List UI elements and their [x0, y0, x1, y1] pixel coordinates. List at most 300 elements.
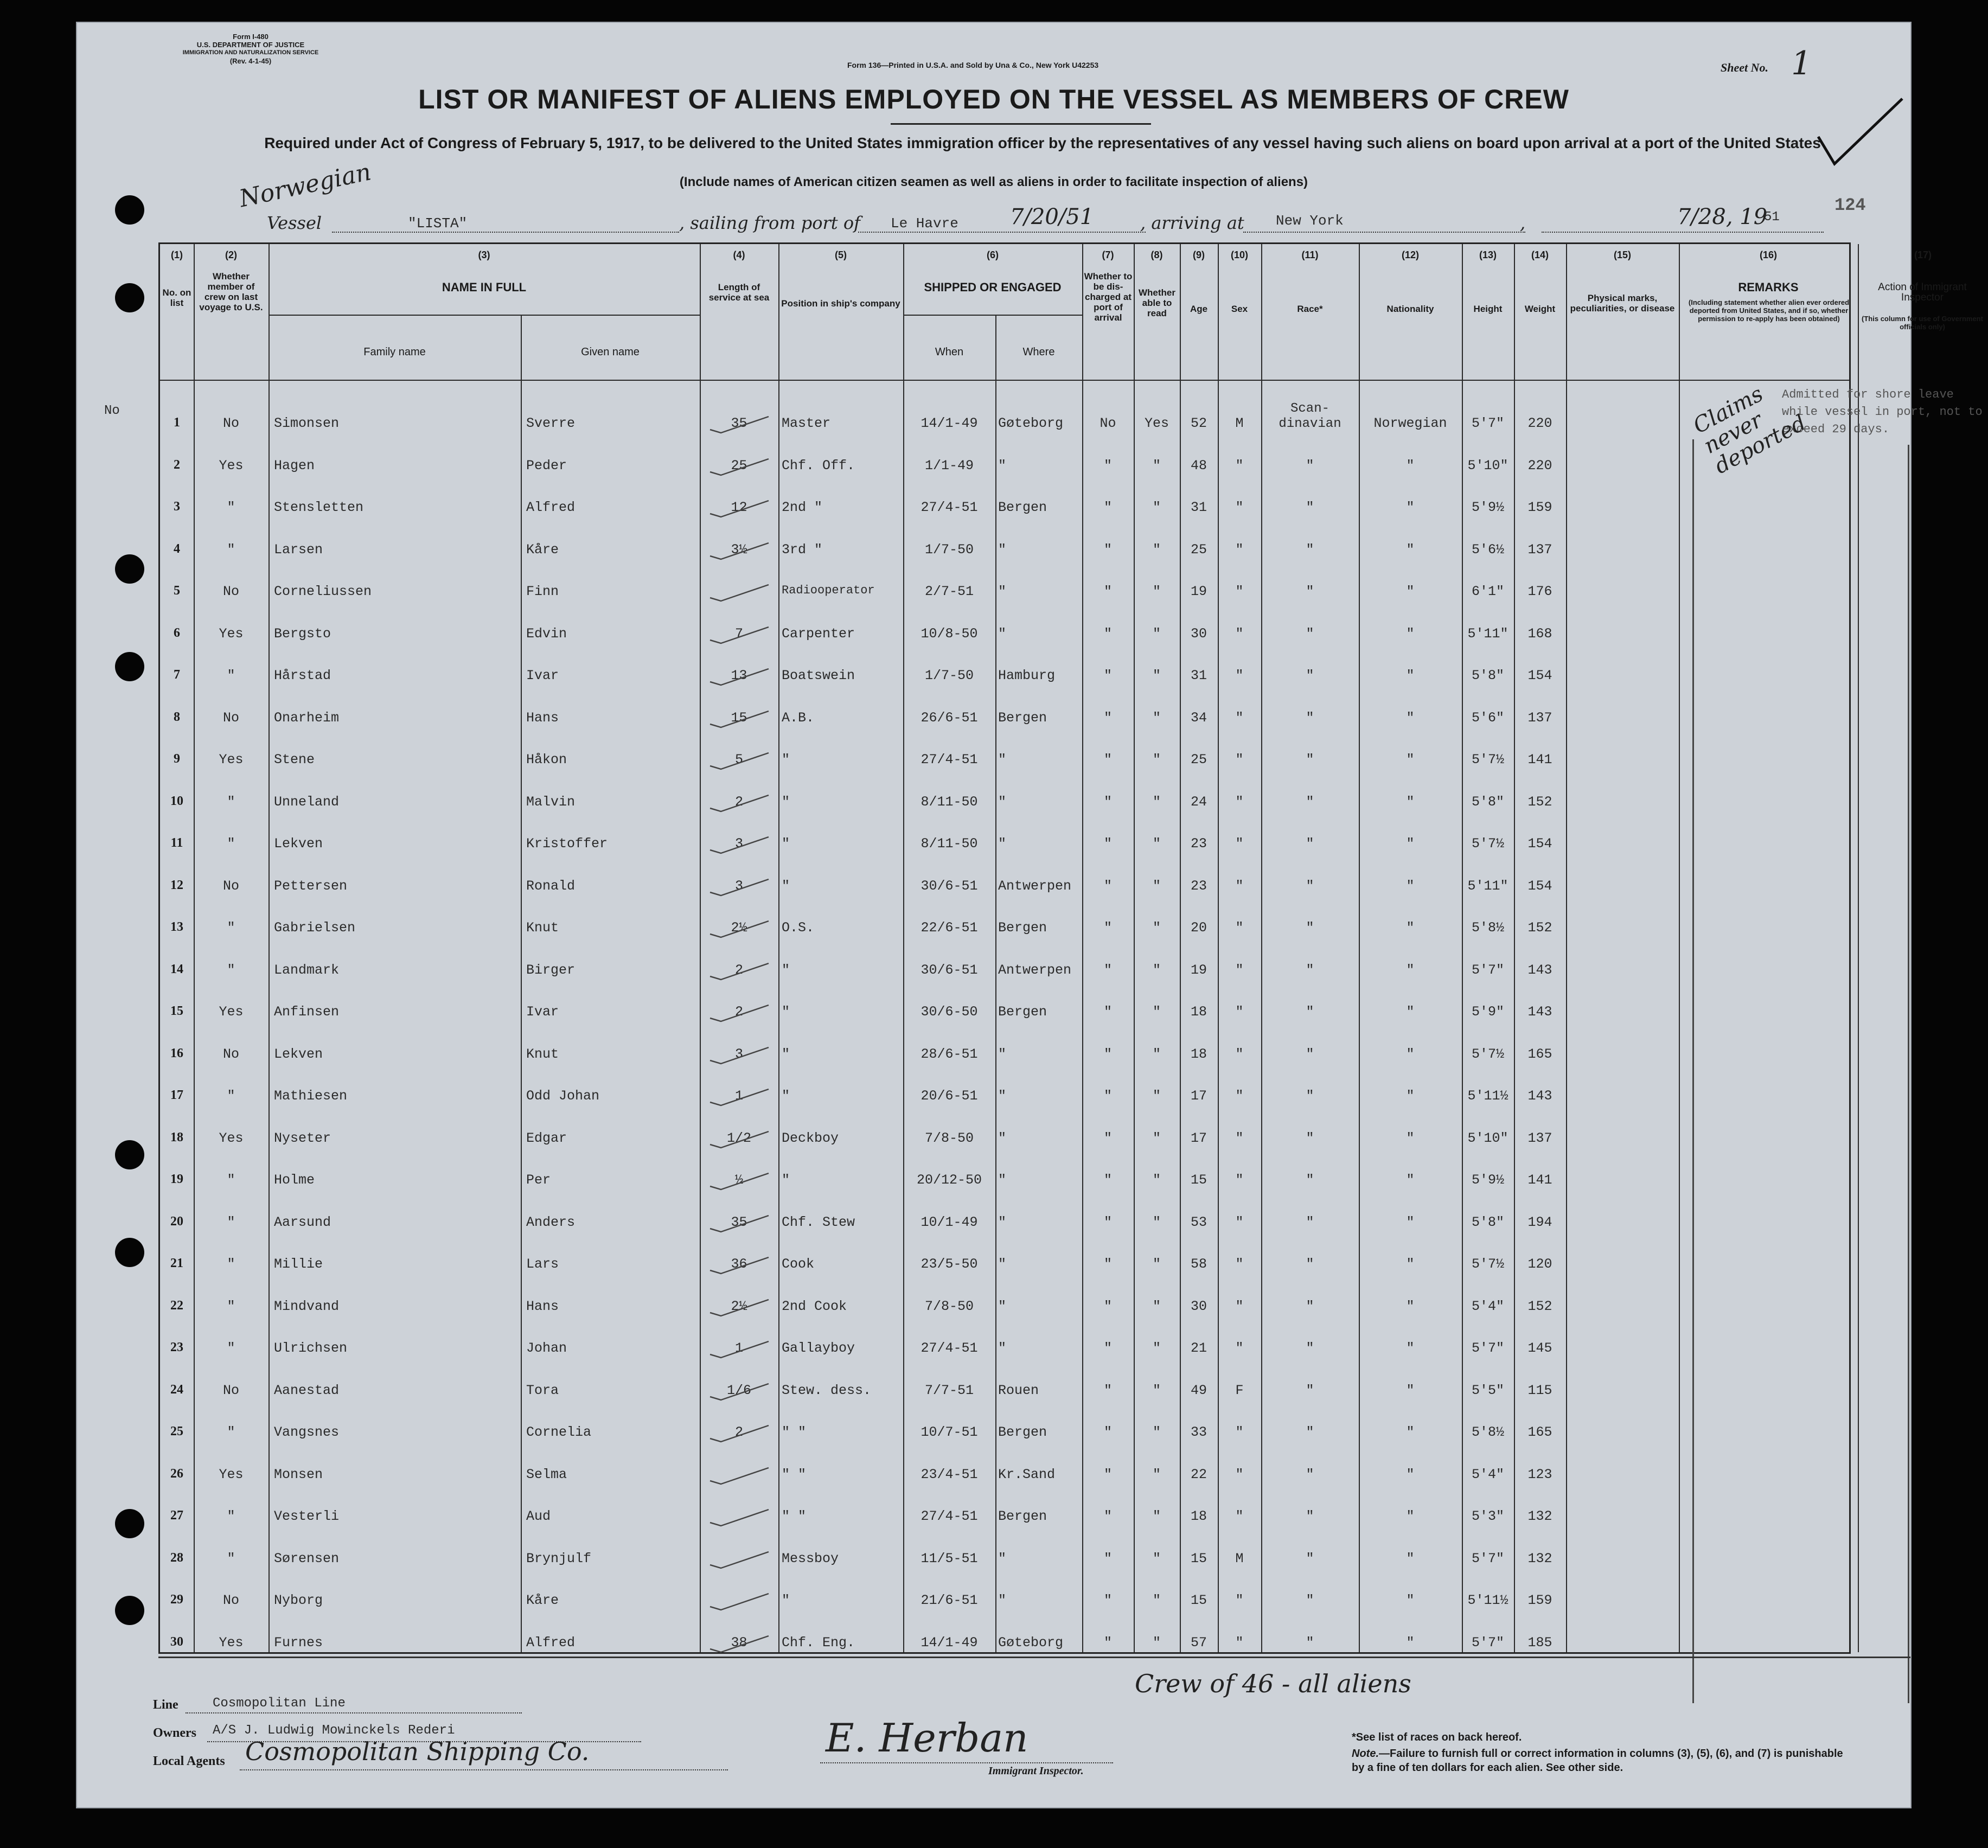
- cell-disch: ": [1103, 668, 1112, 683]
- cell-height: 5'8": [1471, 794, 1504, 810]
- cell-prev: ": [227, 668, 235, 683]
- cell-age: 19: [1190, 584, 1207, 599]
- cell-sex: ": [1235, 794, 1244, 810]
- cell-sex: ": [1235, 1046, 1244, 1062]
- cell-nat: ": [1406, 1593, 1415, 1608]
- cell-position: ": [782, 1172, 790, 1188]
- cell-race: ": [1306, 1508, 1314, 1524]
- cell-given: Kåre: [526, 541, 559, 558]
- cell-nat: ": [1406, 836, 1415, 852]
- cell-nat: ": [1406, 1214, 1415, 1230]
- cell-when: 7/7-51: [924, 1382, 974, 1398]
- vessel-name: "LISTA": [408, 215, 468, 232]
- cell-when: 23/5-50: [921, 1256, 978, 1272]
- cell-read: ": [1152, 794, 1161, 810]
- tick-mark-icon: [708, 834, 773, 855]
- agents-label: Local Agents: [153, 1754, 225, 1768]
- cell-where: Gøteborg: [998, 1634, 1064, 1651]
- cell-height: 5'7": [1471, 962, 1504, 978]
- cell-prev: Yes: [219, 752, 244, 768]
- cell-age: 25: [1190, 541, 1207, 558]
- cell-disch: ": [1103, 920, 1112, 936]
- cell-weight: 165: [1527, 1046, 1552, 1062]
- cell-position: " ": [782, 1466, 807, 1482]
- cell-n: 13: [170, 920, 183, 934]
- cell-read: ": [1152, 1634, 1161, 1651]
- form-number: Form I-480: [233, 33, 269, 41]
- cell-service: 2: [734, 962, 743, 978]
- cell-disch: ": [1103, 1508, 1112, 1524]
- cell-weight: 152: [1527, 1298, 1552, 1314]
- cell-race: ": [1306, 1214, 1314, 1230]
- cell-given: Edgar: [526, 1130, 567, 1146]
- cell-read: ": [1152, 1172, 1161, 1188]
- tick-mark-icon: [708, 1212, 773, 1234]
- cell-when: 27/4-51: [921, 500, 978, 515]
- cell-n: 14: [170, 962, 183, 976]
- cell-race: ": [1306, 878, 1314, 894]
- cell-position: ": [782, 752, 790, 768]
- form-identifier: [175, 33, 327, 65]
- cell-position: ": [782, 1046, 790, 1062]
- cell-age: 58: [1190, 1256, 1207, 1272]
- cell-family: Aarsund: [274, 1214, 331, 1230]
- cell-race: ": [1306, 962, 1314, 978]
- cell-family: Vangsnes: [274, 1424, 340, 1440]
- cell-disch: ": [1103, 1466, 1112, 1482]
- inspector-label: Immigrant Inspector.: [988, 1765, 1084, 1777]
- cell-height: 5'8½: [1471, 1424, 1504, 1440]
- cell-position: ": [782, 1593, 790, 1608]
- cell-position: Deckboy: [782, 1130, 839, 1146]
- cell-race: ": [1306, 1046, 1314, 1062]
- cell-prev: Yes: [219, 457, 244, 474]
- cell-given: Kristoffer: [526, 836, 608, 852]
- cell-sex: ": [1235, 457, 1244, 474]
- cell-family: Mindvand: [274, 1298, 340, 1314]
- cell-prev: Yes: [219, 1004, 244, 1020]
- cell-nat: ": [1406, 709, 1415, 726]
- cell-weight: 137: [1527, 1130, 1552, 1146]
- cell-weight: 154: [1527, 836, 1552, 852]
- cell-n: 30: [170, 1634, 183, 1649]
- col-9-number: (9): [1193, 250, 1205, 260]
- cell-age: 15: [1190, 1550, 1207, 1566]
- cell-given: Per: [526, 1172, 551, 1188]
- cell-weight: 123: [1527, 1466, 1552, 1482]
- cell-race: ": [1306, 668, 1314, 683]
- cell-where: ": [998, 794, 1007, 810]
- cell-family: Landmark: [274, 962, 340, 978]
- cell-weight: 132: [1527, 1508, 1552, 1524]
- cell-given: Hans: [526, 1298, 559, 1314]
- cell-weight: 176: [1527, 584, 1552, 599]
- tick-mark-icon: [708, 876, 773, 898]
- col-8-label: Whether able to read: [1139, 287, 1175, 318]
- cell-service: 3: [734, 878, 743, 894]
- crew-count-note: Crew of 46 - all aliens: [1135, 1669, 1411, 1698]
- tick-mark-icon: [708, 1044, 773, 1066]
- cell-nat: ": [1406, 1130, 1415, 1146]
- cell-race: ": [1306, 457, 1314, 474]
- cell-disch: No: [1100, 415, 1116, 431]
- punch-hole-icon: [115, 554, 144, 584]
- cell-read: ": [1152, 457, 1161, 474]
- cell-read: ": [1152, 1424, 1161, 1440]
- cell-sex: ": [1235, 1340, 1244, 1356]
- cell-when: 30/6-51: [921, 878, 978, 894]
- cell-where: Hamburg: [998, 668, 1056, 683]
- cell-weight: 152: [1527, 794, 1552, 810]
- cell-service: 3: [734, 836, 743, 852]
- cell-n: 26: [170, 1466, 183, 1481]
- cell-sex: ": [1235, 1088, 1244, 1104]
- col-2-number: (2): [225, 250, 237, 260]
- cell-read: ": [1152, 1004, 1161, 1020]
- cell-when: 28/6-51: [921, 1046, 978, 1062]
- cell-given: Johan: [526, 1340, 567, 1356]
- cell-age: 30: [1190, 625, 1207, 642]
- cell-prev: ": [227, 962, 235, 978]
- col-15-label: Physical marks, peculiarities, or disease: [1570, 293, 1675, 314]
- cell-when: 10/7-51: [921, 1424, 978, 1440]
- cell-sex: ": [1235, 1466, 1244, 1482]
- cell-race: Scan-dinavian: [1279, 401, 1341, 431]
- cell-nat: ": [1406, 1298, 1415, 1314]
- cell-height: 5'11½: [1467, 1593, 1508, 1608]
- cell-n: 15: [170, 1004, 183, 1018]
- cell-sex: ": [1235, 1214, 1244, 1230]
- cell-where: Antwerpen: [998, 962, 1072, 978]
- cell-family: Stene: [274, 752, 315, 768]
- cell-prev: ": [227, 836, 235, 852]
- vessel-label: Vessel: [267, 213, 322, 233]
- cell-given: Hans: [526, 709, 559, 726]
- tick-mark-icon: [708, 1254, 773, 1276]
- cell-position: Chf. Off.: [782, 457, 855, 474]
- cell-prev: ": [227, 1340, 235, 1356]
- cell-age: 24: [1190, 794, 1207, 810]
- cell-family: Sørensen: [274, 1550, 340, 1566]
- cell-n: 23: [170, 1340, 183, 1354]
- cell-race: ": [1306, 1550, 1314, 1566]
- cell-disch: ": [1103, 1634, 1112, 1651]
- cell-service: 1: [734, 1340, 743, 1356]
- agents-value: Cosmopolitan Shipping Co.: [245, 1737, 590, 1766]
- from-port: Le Havre: [891, 215, 958, 232]
- cell-n: 9: [174, 752, 180, 766]
- margin-note: No: [104, 404, 120, 418]
- cell-prev: ": [227, 920, 235, 936]
- cell-family: Monsen: [274, 1466, 323, 1482]
- cell-family: Mathiesen: [274, 1088, 348, 1104]
- cell-weight: 154: [1527, 668, 1552, 683]
- cell-prev: ": [227, 541, 235, 558]
- cell-given: Knut: [526, 1046, 559, 1062]
- cell-nat: ": [1406, 794, 1415, 810]
- cell-n: 5: [174, 584, 180, 598]
- department: U.S. DEPARTMENT OF JUSTICE: [196, 41, 305, 49]
- owners-value: A/S J. Ludwig Mowinckels Rederi: [213, 1723, 455, 1738]
- cell-race: ": [1306, 500, 1314, 515]
- cell-read: ": [1152, 920, 1161, 936]
- cell-given: Lars: [526, 1256, 559, 1272]
- cell-weight: 132: [1527, 1550, 1552, 1566]
- cell-family: Unneland: [274, 794, 340, 810]
- cell-family: Aanestad: [274, 1382, 340, 1398]
- remarks-typed: Admitted for shore leave while vessel in port, not to exceed 29 days.: [1782, 388, 1983, 436]
- cell-position: Cook: [782, 1256, 815, 1272]
- cell-prev: Yes: [219, 1130, 244, 1146]
- cell-height: 5'5": [1471, 1382, 1504, 1398]
- cell-age: 31: [1190, 500, 1207, 515]
- cell-height: 5'7½: [1471, 1046, 1504, 1062]
- cell-age: 25: [1190, 752, 1207, 768]
- cell-disch: ": [1103, 1172, 1112, 1188]
- cell-given: Tora: [526, 1382, 559, 1398]
- cell-when: 10/1-49: [921, 1214, 978, 1230]
- cell-disch: ": [1103, 625, 1112, 642]
- cell-family: Larsen: [274, 541, 323, 558]
- cell-given: Finn: [526, 584, 559, 599]
- cell-race: ": [1306, 1004, 1314, 1020]
- tick-mark-icon: [708, 1296, 773, 1318]
- col-13-number: (13): [1479, 250, 1497, 260]
- cell-weight: 165: [1527, 1424, 1552, 1440]
- cell-weight: 137: [1527, 709, 1552, 726]
- cell-family: Simonsen: [274, 415, 340, 431]
- cell-service: 2½: [731, 920, 747, 936]
- cell-family: Lekven: [274, 836, 323, 852]
- cell-prev: Yes: [219, 625, 244, 642]
- cell-read: ": [1152, 1508, 1161, 1524]
- cell-race: ": [1306, 1382, 1314, 1398]
- cell-service: 1: [734, 1088, 743, 1104]
- cell-n: 18: [170, 1130, 183, 1144]
- cell-weight: 115: [1527, 1382, 1552, 1398]
- cell-disch: ": [1103, 1214, 1112, 1230]
- cell-nat: ": [1406, 541, 1415, 558]
- cell-nat: ": [1406, 1172, 1415, 1188]
- cell-nat: ": [1406, 1466, 1415, 1482]
- cell-n: 17: [170, 1088, 183, 1102]
- cell-sex: ": [1235, 1593, 1244, 1608]
- cell-n: 1: [174, 415, 180, 430]
- cell-where: Bergen: [998, 1424, 1047, 1440]
- cell-position: Carpenter: [782, 625, 855, 642]
- cell-disch: ": [1103, 1340, 1112, 1356]
- col-14-label: Weight: [1524, 304, 1556, 314]
- cell-read: ": [1152, 752, 1161, 768]
- arrive-date: 7/28, 19: [1677, 204, 1768, 229]
- cell-race: ": [1306, 836, 1314, 852]
- col-1-number: (1): [171, 250, 183, 260]
- punch-hole-icon: [115, 1238, 144, 1267]
- cell-prev: No: [222, 1593, 239, 1608]
- cell-disch: ": [1103, 836, 1112, 852]
- cell-read: ": [1152, 1593, 1161, 1608]
- cell-n: 8: [174, 709, 180, 724]
- cell-race: ": [1306, 920, 1314, 936]
- cell-where: Kr.Sand: [998, 1466, 1056, 1482]
- cell-age: 34: [1190, 709, 1207, 726]
- cell-where: ": [998, 1256, 1007, 1272]
- col-17-label: Action of Immigrant Inspector: [1878, 282, 1967, 303]
- printer-note: Form 136—Printed in U.S.A. and Sold by Una & Co., New York U42253: [847, 61, 1099, 69]
- cell-weight: 143: [1527, 1004, 1552, 1020]
- cell-where: Bergen: [998, 920, 1047, 936]
- cell-family: Nyseter: [274, 1130, 331, 1146]
- cell-age: 52: [1190, 415, 1207, 431]
- tick-mark-icon: [708, 1338, 773, 1360]
- cell-n: 4: [174, 541, 180, 556]
- sheet-label: Sheet No.: [1721, 61, 1768, 74]
- cell-service: 15: [731, 709, 747, 726]
- sheet-number: 1: [1791, 44, 1812, 82]
- cell-family: Stensletten: [274, 500, 364, 515]
- cell-when: 23/4-51: [921, 1466, 978, 1482]
- cell-read: ": [1152, 541, 1161, 558]
- cell-height: 5'8": [1471, 668, 1504, 683]
- cell-nat: ": [1406, 1046, 1415, 1062]
- cell-age: 30: [1190, 1298, 1207, 1314]
- cell-sex: ": [1235, 1298, 1244, 1314]
- cell-race: ": [1306, 1172, 1314, 1188]
- cell-position: Master: [782, 415, 831, 431]
- cell-nat: ": [1406, 1550, 1415, 1566]
- cell-nat: ": [1406, 1340, 1415, 1356]
- cell-race: ": [1306, 1424, 1314, 1440]
- cell-where: ": [998, 752, 1007, 768]
- cell-read: ": [1152, 709, 1161, 726]
- cell-position: Radiooperator: [782, 584, 875, 597]
- tick-mark-icon: [708, 960, 773, 982]
- cell-weight: 220: [1527, 415, 1552, 431]
- cell-where: ": [998, 836, 1007, 852]
- cell-position: ": [782, 1004, 790, 1020]
- col-15-number: (15): [1613, 250, 1631, 260]
- col-14-number: (14): [1531, 250, 1549, 260]
- cell-read: ": [1152, 1340, 1161, 1356]
- act-statement: Required under Act of Congress of February 5, 1917, to be delivered to the United States immigration officer by the representatives of any vessel having such aliens on board upon arrival at a port of the United States: [264, 135, 1821, 151]
- cell-prev: ": [227, 1298, 235, 1314]
- cell-service: 2: [734, 1424, 743, 1440]
- cell-age: 23: [1190, 878, 1207, 894]
- cell-weight: 159: [1527, 1593, 1552, 1608]
- cell-family: Ulrichsen: [274, 1340, 348, 1356]
- cell-height: 5'3": [1471, 1508, 1504, 1524]
- cell-where: Antwerpen: [998, 878, 1072, 894]
- cell-weight: 143: [1527, 1088, 1552, 1104]
- cell-disch: ": [1103, 1593, 1112, 1608]
- cell-disch: ": [1103, 457, 1112, 474]
- cell-where: Bergen: [998, 500, 1047, 515]
- cell-read: ": [1152, 962, 1161, 978]
- cell-nat: ": [1406, 500, 1415, 515]
- cell-when: 1/1-49: [924, 457, 974, 474]
- cell-prev: ": [227, 1256, 235, 1272]
- cell-given: Anders: [526, 1214, 576, 1230]
- cell-height: 5'9": [1471, 1004, 1504, 1020]
- cell-sex: ": [1235, 1004, 1244, 1020]
- cell-sex: ": [1235, 668, 1244, 683]
- cell-weight: 143: [1527, 962, 1552, 978]
- cell-service: 2: [734, 1004, 743, 1020]
- punch-hole-icon: [115, 1596, 144, 1625]
- cell-prev: Yes: [219, 1634, 244, 1651]
- cell-where: Bergen: [998, 1508, 1047, 1524]
- comma: ,: [1520, 213, 1526, 233]
- tick-mark-icon: [708, 581, 773, 603]
- cell-when: 7/8-50: [924, 1298, 974, 1314]
- cell-when: 22/6-51: [921, 920, 978, 936]
- col-1-label: No. on list: [162, 287, 191, 308]
- cell-age: 18: [1190, 1046, 1207, 1062]
- cell-height: 5'7": [1471, 1340, 1504, 1356]
- cell-family: Onarheim: [274, 709, 340, 726]
- cell-service: 12: [731, 500, 747, 515]
- cell-disch: ": [1103, 500, 1112, 515]
- cell-disch: ": [1103, 584, 1112, 599]
- cell-service: 3½: [731, 541, 747, 558]
- col-7-number: (7): [1102, 250, 1114, 260]
- cell-disch: ": [1103, 1298, 1112, 1314]
- cell-read: ": [1152, 668, 1161, 683]
- cell-family: Furnes: [274, 1634, 323, 1651]
- cell-n: 27: [170, 1508, 183, 1523]
- cell-sex: ": [1235, 709, 1244, 726]
- cell-height: 5'7": [1471, 1634, 1504, 1651]
- cell-position: Stew. dess.: [782, 1382, 872, 1398]
- cell-nat: Norwegian: [1373, 415, 1447, 431]
- stamp-number: 124: [1834, 195, 1866, 215]
- line-value: Cosmopolitan Line: [213, 1696, 346, 1711]
- cell-sex: ": [1235, 1634, 1244, 1651]
- fine-note: [1352, 1747, 1856, 1775]
- cell-where: ": [998, 1550, 1007, 1566]
- cell-family: Bergsto: [274, 625, 331, 642]
- tick-mark-icon: [708, 540, 773, 561]
- cell-sex: ": [1235, 1256, 1244, 1272]
- cell-n: 21: [170, 1256, 183, 1270]
- cell-when: 14/1-49: [921, 1634, 978, 1651]
- cell-when: 1/7-50: [924, 541, 974, 558]
- col-7-label: Whether to be dis-charged at port of arrival: [1084, 271, 1133, 323]
- cell-service: 13: [731, 668, 747, 683]
- cell-prev: No: [222, 1382, 239, 1398]
- cell-read: ": [1152, 1046, 1161, 1062]
- cell-when: 27/4-51: [921, 1508, 978, 1524]
- cell-sex: ": [1235, 878, 1244, 894]
- cell-height: 5'10": [1467, 1130, 1508, 1146]
- cell-read: ": [1152, 878, 1161, 894]
- cell-nat: ": [1406, 1424, 1415, 1440]
- cell-where: Gøteborg: [998, 415, 1064, 431]
- cell-race: ": [1306, 794, 1314, 810]
- cell-weight: 154: [1527, 878, 1552, 894]
- col-9-label: Age: [1190, 304, 1208, 314]
- cell-position: Messboy: [782, 1550, 839, 1566]
- cell-where: ": [998, 457, 1007, 474]
- races-note: *See list of races on back hereof.: [1352, 1731, 1522, 1743]
- cell-race: ": [1306, 1634, 1314, 1651]
- cell-family: Hagen: [274, 457, 315, 474]
- cell-when: 8/11-50: [921, 836, 978, 852]
- cell-sex: ": [1235, 1424, 1244, 1440]
- tick-mark-icon: [708, 750, 773, 771]
- cell-prev: No: [222, 415, 239, 431]
- cell-age: 49: [1190, 1382, 1207, 1398]
